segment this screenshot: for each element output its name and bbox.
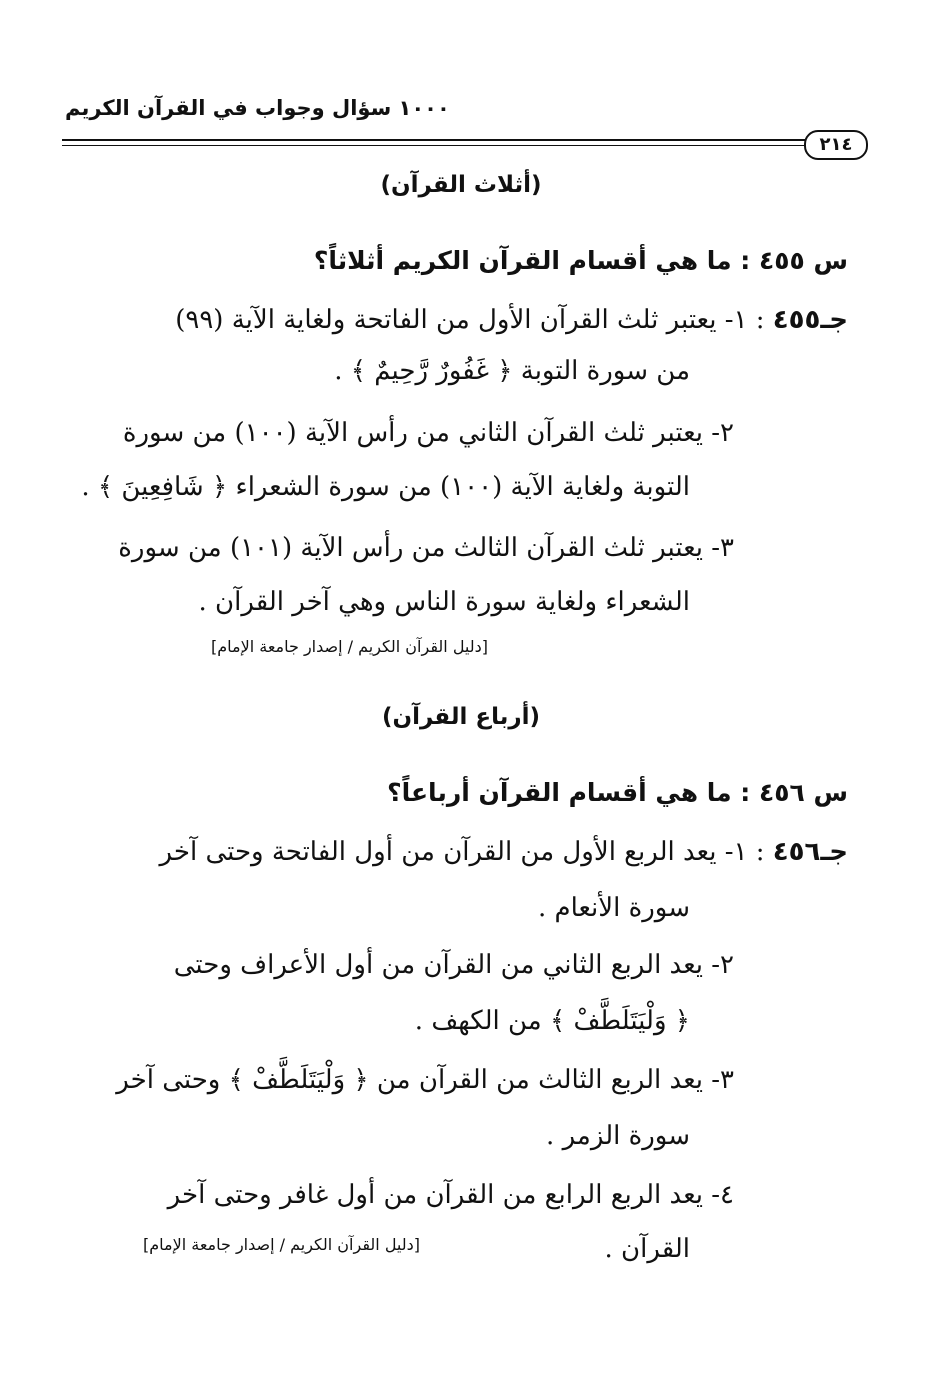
answer-label-456: جـ٤٥٦ bbox=[772, 837, 848, 867]
page-number: ٢١٤ bbox=[804, 130, 868, 160]
header-rule-thin bbox=[62, 145, 806, 146]
answer-455-line-2: من سورة التوبة ﴿ غَفُورٌ رَّحِيمٌ ﴾ . bbox=[334, 356, 690, 386]
section-title-quarters: (أرباع القرآن) bbox=[381, 704, 541, 730]
answer-455-line-1: جـ٤٥٥ : ١- يعتبر ثلث القرآن الأول من الفاتحة ولغاية الآية (٩٩) bbox=[175, 305, 848, 335]
answer-456-line-4: ﴿ وَلْيَتَلَطَّفْ ﴾ من الكهف . bbox=[414, 1006, 690, 1036]
question-456: س ٤٥٦ : ما هي أقسام القرآن أرباعاً؟ bbox=[387, 778, 848, 807]
running-title: ١٠٠٠ سؤال وجواب في القرآن الكريم bbox=[65, 96, 450, 120]
source-citation-456: [دليل القرآن الكريم / إصدار جامعة الإمام] bbox=[142, 1235, 420, 1254]
section-title-thirds: (أثلاث القرآن) bbox=[380, 172, 542, 198]
header-rule bbox=[62, 139, 806, 141]
answer-455-line-3: ٢- يعتبر ثلث القرآن الثاني من رأس الآية (١٠٠) من سورة bbox=[122, 418, 734, 448]
answer-455-line-5: ٣- يعتبر ثلث القرآن الثالث من رأس الآية (١٠١) من سورة bbox=[118, 533, 734, 563]
answer-456-line-8: القرآن . bbox=[604, 1234, 690, 1264]
answer-455-line-6: الشعراء ولغاية سورة الناس وهي آخر القرآن . bbox=[198, 587, 690, 617]
source-citation-455: [دليل القرآن الكريم / إصدار جامعة الإمام] bbox=[210, 637, 488, 656]
answer-456-line-1: جـ٤٥٦ : ١- يعد الربع الأول من القرآن من أول الفاتحة وحتى آخر bbox=[159, 837, 848, 867]
answer-456-line-7: ٤- يعد الربع الرابع من القرآن من أول غافر وحتى آخر bbox=[167, 1180, 734, 1210]
answer-455-line-4: التوبة ولغاية الآية (١٠٠) من سورة الشعراء ﴿ شَافِعِينَ ﴾ . bbox=[81, 472, 690, 502]
answer-label-455: جـ٤٥٥ bbox=[772, 305, 848, 335]
answer-456-line-3: ٢- يعد الربع الثاني من القرآن من أول الأعراف وحتى bbox=[173, 950, 734, 980]
question-455: س ٤٥٥ : ما هي أقسام القرآن الكريم أثلاثاً؟ bbox=[313, 246, 848, 275]
answer-456-line-2: سورة الأنعام . bbox=[537, 893, 690, 923]
answer-456-line-5: ٣- يعد الربع الثالث من القرآن من ﴿ وَلْيَتَلَطَّفْ ﴾ وحتى آخر bbox=[116, 1065, 734, 1095]
answer-456-line-6: سورة الزمر . bbox=[546, 1121, 690, 1151]
